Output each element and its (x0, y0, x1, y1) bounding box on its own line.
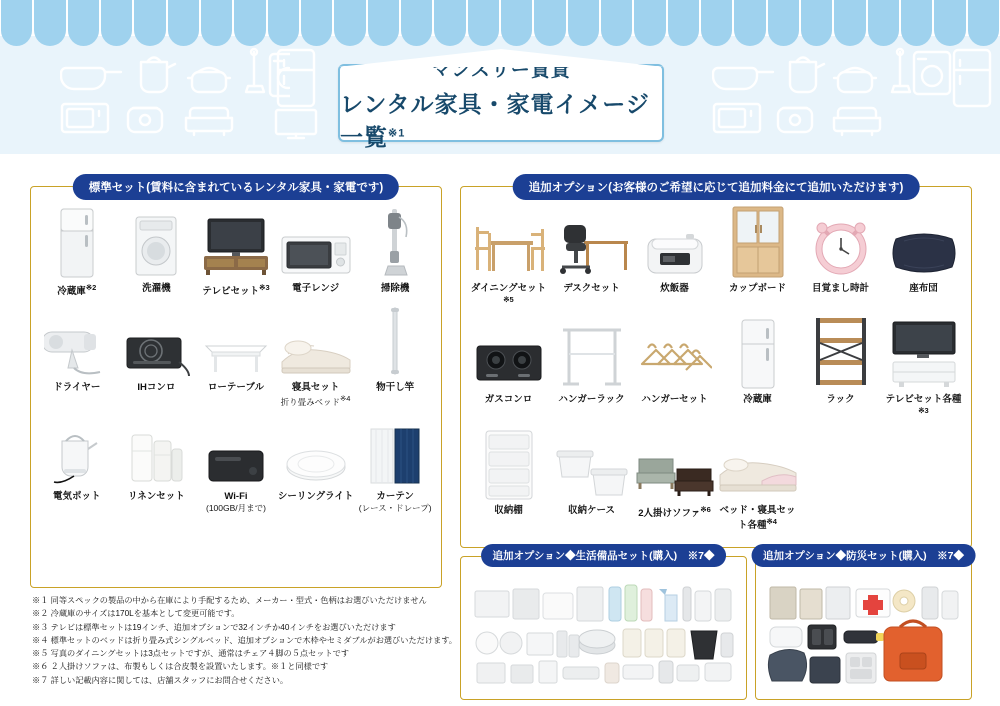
item-two-seat-sofa[interactable] (633, 425, 716, 536)
item-label: 座布団 (909, 283, 938, 294)
microwave-photo (279, 205, 353, 279)
standard-set-panel (30, 182, 442, 588)
item-label: ラック (826, 393, 855, 405)
item-ref: ※2 (85, 283, 97, 292)
item-caption (485, 394, 533, 406)
item-electric-pot[interactable] (37, 411, 117, 518)
dining-set-photo (471, 205, 547, 279)
item-label: ハンガーラック (558, 393, 625, 405)
disaster-kit-title: 追加オプション◆防災セット(購入) ※7◆ (751, 544, 976, 567)
item-rice-cooker[interactable] (633, 203, 716, 314)
header-icons-left (60, 46, 290, 146)
item-caption (208, 382, 264, 394)
item-tv-sets[interactable] (882, 314, 965, 425)
page-title (338, 59, 664, 150)
bedding-set-photo (278, 304, 354, 378)
item-caption (563, 283, 620, 295)
item-label: リネンセット (127, 491, 185, 503)
item-label: デスクセット (563, 283, 620, 294)
item-shelf-rack[interactable] (799, 314, 882, 425)
item-caption (292, 283, 339, 295)
item-caption (137, 382, 175, 394)
item-caption (883, 394, 964, 421)
item-ref: ※4 (340, 393, 351, 403)
footnote-7: ※７ 詳しい記載内容に関しては、店舗スタッフにお問合せください。 (32, 675, 289, 685)
item-label: テレビセット (202, 286, 260, 298)
optional-set-grid (461, 187, 971, 536)
electric-pot-photo (50, 413, 104, 487)
item-label: シーリングライト (277, 491, 354, 503)
microwave-icon (714, 104, 760, 132)
item-caption (468, 283, 549, 310)
item-label: IHコンロ (137, 382, 176, 394)
footnote-1: ※１ 同等スペックの製品の中から在庫により手配するため、メーカー・型式・色柄はお選びいただけません (32, 596, 427, 605)
item-ih-cooktop[interactable] (117, 302, 197, 411)
disaster-kit-panel (755, 550, 972, 700)
optional-set-panel (460, 182, 972, 548)
cupboard-photo (727, 205, 789, 279)
hanger-rack-photo (557, 316, 627, 390)
item-curtain[interactable] (355, 411, 435, 518)
item-refrigerator-option[interactable] (716, 314, 799, 425)
page-header (0, 0, 1000, 168)
item-tv-set[interactable] (196, 203, 276, 302)
curtain-photo (367, 413, 423, 487)
item-caption (57, 283, 96, 298)
item-label: ガスコンロ (484, 393, 533, 405)
ceiling-light-photo (283, 413, 349, 487)
item-label: 掃除機 (380, 283, 410, 294)
footnote-5: ※５ 写真のダイニングセットは3点セットですが、通常はチェア４脚の５点セットです (32, 649, 350, 659)
header-icons-left-tall (268, 46, 328, 146)
tv-icon (276, 110, 316, 138)
item-hair-dryer[interactable] (37, 302, 117, 411)
item-caption (558, 394, 624, 406)
ih-cooktop-photo (121, 304, 191, 378)
item-caption (202, 283, 269, 298)
item-cupboard[interactable] (716, 203, 799, 314)
desk-set-photo (554, 205, 630, 279)
item-caption (281, 382, 351, 407)
item-label: ドライヤー (53, 382, 101, 394)
pot-icon (188, 68, 230, 92)
linen-set-photo (126, 413, 186, 487)
item-ref: ※3 (259, 283, 270, 292)
item-linen-set[interactable] (117, 411, 197, 518)
rice-cooker-icon (128, 108, 162, 132)
item-ref: ※6 (700, 504, 711, 514)
wifi-router-photo (203, 413, 269, 487)
item-label: 洗濯機 (142, 283, 171, 294)
low-table-photo (200, 304, 272, 378)
footnote-4: ※４ 標準セットのベッドは折り畳み式シングルベッド、追加オプションで木枠やセミダブルがお選びいただけます。 (32, 635, 457, 645)
washing-machine-icon (914, 52, 950, 94)
footnote-3: ※３ テレビは標準セットは19インチ、追加オプションで32インチか40インチをお選びいただけます (32, 622, 396, 632)
page-title-line1: マンスリー賃貸 (431, 59, 571, 81)
electric-kettle-icon (141, 58, 175, 93)
item-ref: ※4 (766, 516, 777, 526)
item-label: カーテン (376, 491, 414, 503)
item-gas-stove[interactable] (467, 314, 550, 425)
item-dining-set[interactable] (467, 203, 550, 314)
item-caption (206, 491, 266, 514)
storage-drawer-photo (480, 427, 538, 501)
item-label: 収納棚 (494, 504, 523, 516)
item-caption (729, 283, 786, 295)
item-sublabel: (レース・ドレープ) (358, 503, 432, 514)
item-caption (638, 505, 711, 520)
item-caption (376, 382, 414, 394)
refrigerator-photo (55, 205, 99, 279)
item-vacuum-cleaner[interactable] (355, 203, 435, 302)
item-clothes-pole[interactable] (355, 302, 435, 411)
item-washing-machine[interactable] (117, 203, 197, 302)
pot-icon (834, 68, 876, 92)
footnote-6: ※６ ２人掛けソファは、布製もしくは合皮製を設置いたします。※１と同様です (32, 662, 329, 672)
header-bottom-strip (0, 154, 1000, 168)
vacuum-icon (892, 49, 910, 92)
item-label: テレビセット各種 (885, 393, 962, 405)
item-caption (909, 283, 938, 295)
optional-set-title: 追加オプション(お客様のご希望に応じて追加料金にて追加いただけます) (513, 174, 920, 200)
item-wifi-router[interactable] (196, 411, 276, 518)
tv-sets-photo (887, 316, 961, 390)
footnotes (32, 594, 457, 687)
item-refrigerator[interactable] (37, 203, 117, 302)
item-bed-bedding[interactable] (716, 425, 799, 536)
disaster-kit-photo (764, 581, 963, 689)
rice-cooker-icon (778, 108, 812, 132)
item-caption (53, 491, 101, 503)
hair-dryer-photo (44, 304, 110, 378)
two-seat-sofa-photo (635, 427, 715, 501)
gas-stove-photo (472, 316, 546, 390)
item-caption (641, 394, 707, 406)
clothes-pole-photo (382, 304, 408, 378)
item-microwave[interactable] (276, 203, 356, 302)
refrigerator-icon (278, 50, 314, 106)
item-caption (142, 283, 171, 295)
item-label: カップボード (729, 283, 786, 294)
standard-set-title: 標準セット(賃料に含まれているレンタル家具・家電です) (73, 174, 399, 200)
item-caption (53, 382, 100, 394)
item-label: 寝具セット (291, 382, 340, 394)
standard-set-grid (31, 187, 441, 518)
item-label: Wi-Fi (224, 491, 248, 503)
item-storage-case[interactable] (550, 425, 633, 536)
item-caption (359, 491, 432, 514)
frying-pan-icon (61, 68, 121, 89)
bed-bedding-photo (718, 427, 798, 501)
item-label: 電子レンジ (292, 283, 340, 294)
item-label: 2人掛けソファ (638, 507, 701, 519)
page-title-ref: ※1 (388, 126, 406, 139)
item-caption (494, 505, 523, 517)
item-label: 炊飯器 (660, 283, 689, 294)
sofa-icon (186, 108, 232, 135)
item-caption (568, 505, 615, 517)
item-bedding-set[interactable] (276, 302, 356, 411)
header-icons-right (712, 46, 952, 146)
tv-set-photo (200, 205, 272, 279)
refrigerator2-photo (735, 316, 781, 390)
item-floor-cushion[interactable] (882, 203, 965, 314)
item-caption (278, 491, 354, 503)
item-sublabel: 折り畳みベッド※4 (280, 393, 351, 407)
vacuum-icon (246, 49, 264, 92)
vacuum-cleaner-photo (375, 205, 415, 279)
frying-pan-icon (713, 68, 773, 89)
alarm-clock-photo (810, 205, 872, 279)
item-hanger-set[interactable] (633, 314, 716, 425)
item-storage-drawer[interactable] (467, 425, 550, 536)
item-caption (128, 491, 185, 503)
page-title-line2-text: レンタル家具・家電イメージ一覧 (340, 90, 650, 150)
rice-cooker-photo (642, 205, 708, 279)
item-caption (812, 283, 869, 295)
living-goods-panel (460, 550, 747, 700)
item-label: 目覚まし時計 (811, 283, 869, 294)
washing-machine-photo (130, 205, 182, 279)
item-label: ハンガーセット (641, 393, 708, 405)
living-goods-title: 追加オプション◆生活備品セット(購入) ※7◆ (481, 544, 727, 567)
item-caption (381, 283, 410, 295)
page-title-line2 (340, 86, 662, 152)
living-goods-set-photo (469, 581, 738, 689)
item-hanger-rack[interactable] (550, 314, 633, 425)
item-caption (826, 394, 854, 406)
item-low-table[interactable] (196, 302, 276, 411)
item-caption (717, 505, 798, 532)
item-caption (743, 394, 772, 406)
refrigerator-icon (954, 50, 990, 106)
item-label: 冷蔵庫 (57, 286, 86, 298)
item-sublabel: (100GB/月まで) (205, 503, 266, 514)
shelf-rack-photo (810, 316, 872, 390)
item-ref: ※5 (503, 294, 514, 304)
awning-scallop (0, 0, 1000, 46)
item-label: 冷蔵庫 (743, 393, 772, 405)
item-label: 物干し竿 (376, 382, 415, 394)
item-ceiling-light[interactable] (276, 411, 356, 518)
storage-case-photo (555, 427, 629, 501)
item-label: ベッド・寝具セット各種 (719, 504, 796, 531)
item-ref: ※3 (918, 405, 929, 415)
sofa-icon (834, 108, 880, 135)
electric-kettle-icon (790, 58, 824, 93)
item-label: ローテーブル (207, 382, 265, 394)
floor-cushion-photo (890, 205, 958, 279)
footnote-2: ※２ 冷蔵庫のサイズは170Lを基本として変更可能です。 (32, 609, 240, 619)
item-label: ダイニングセット (470, 283, 547, 294)
item-desk-set[interactable] (550, 203, 633, 314)
item-alarm-clock[interactable] (799, 203, 882, 314)
item-caption (660, 283, 689, 295)
microwave-icon (62, 104, 108, 132)
item-label: 電気ポット (53, 491, 101, 503)
hanger-set-photo (638, 316, 712, 390)
header-icons-right-tall (950, 46, 1000, 146)
item-label: 収納ケース (567, 504, 616, 516)
